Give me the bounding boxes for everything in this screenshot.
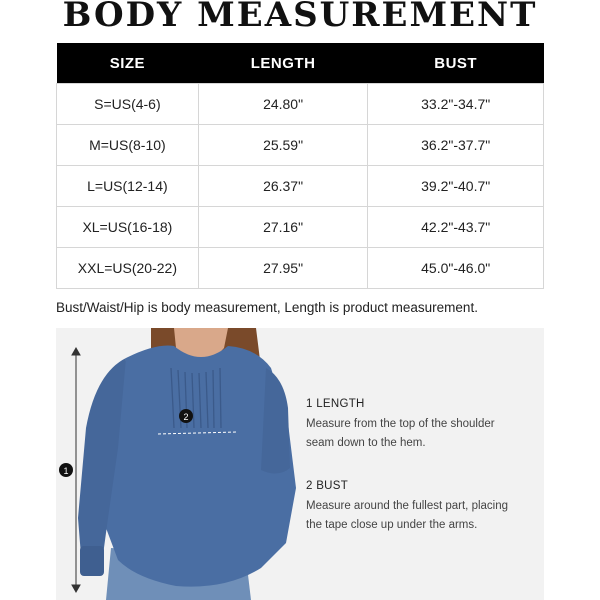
measurement-note: Bust/Waist/Hip is body measurement, Length is product measurement. [56, 300, 478, 315]
svg-text:1: 1 [63, 466, 69, 476]
measurement-instructions [306, 328, 544, 600]
cell-size: L=US(12-14) [57, 166, 199, 207]
header-bust: BUST [368, 43, 544, 84]
length-desc-line1: Measure from the top of the shoulder [306, 418, 495, 430]
cell-length: 27.95" [198, 248, 368, 289]
header-length: LENGTH [198, 43, 368, 84]
cell-length: 27.16" [198, 207, 368, 248]
cell-size: S=US(4-6) [57, 84, 199, 125]
marker-length-icon [59, 463, 73, 477]
page-title: BODY MEASUREMENT [62, 0, 538, 34]
marker-bust-icon [179, 409, 193, 423]
measurement-guide-panel [56, 328, 544, 600]
table-row [57, 248, 544, 289]
length-desc-line2: seam down to the hem. [306, 437, 426, 449]
table-row [57, 166, 544, 207]
header-size: SIZE [57, 43, 199, 84]
cell-bust: 36.2"-37.7" [368, 125, 544, 166]
table-header-row [57, 43, 544, 84]
svg-text:2: 2 [183, 412, 189, 422]
size-chart-table [56, 43, 544, 289]
cell-length: 26.37" [198, 166, 368, 207]
cell-bust: 33.2"-34.7" [368, 84, 544, 125]
model-photo [56, 328, 306, 600]
cell-bust: 42.2"-43.7" [368, 207, 544, 248]
bust-desc-line2: the tape close up under the arms. [306, 519, 478, 531]
length-title: 1 LENGTH [306, 398, 365, 410]
table-row [57, 207, 544, 248]
cell-size: M=US(8-10) [57, 125, 199, 166]
cell-length: 24.80" [198, 84, 368, 125]
bust-title: 2 BUST [306, 480, 349, 492]
table-row [57, 125, 544, 166]
bust-desc-line1: Measure around the fullest part, placing [306, 500, 509, 512]
table-row [57, 84, 544, 125]
cell-bust: 39.2"-40.7" [368, 166, 544, 207]
cell-length: 25.59" [198, 125, 368, 166]
cell-size: XL=US(16-18) [57, 207, 199, 248]
cell-bust: 45.0"-46.0" [368, 248, 544, 289]
cell-size: XXL=US(20-22) [57, 248, 199, 289]
